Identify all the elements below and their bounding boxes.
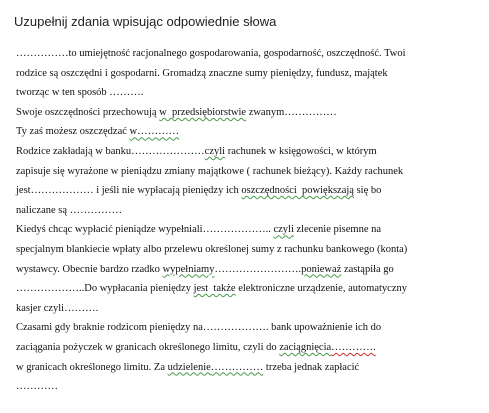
text-segment: ………………..Do wypłacania pieniędzy bbox=[16, 283, 194, 295]
text-line bbox=[16, 67, 388, 80]
underlined-text-segment: czyli bbox=[273, 224, 294, 236]
text-line bbox=[16, 125, 179, 138]
exercise-title: Uzupełnij zdania wpisując odpowiednie słowa bbox=[14, 14, 277, 29]
text-segment: Rodzice zakładają w banku………………… bbox=[16, 146, 205, 157]
text-segment: zastąpiła go bbox=[341, 263, 394, 275]
text-line bbox=[16, 302, 98, 315]
underlined-text-segment: oszczędności powiększają bbox=[241, 185, 354, 197]
text-line bbox=[16, 282, 407, 295]
text-line bbox=[16, 223, 381, 236]
text-segment: rodzice są oszczędni i gospodarni. Gromadzą znaczne sumy pieniędzy, fundusz, majątek bbox=[16, 67, 388, 79]
text-segment: Swoje oszczędności przechowują bbox=[16, 106, 160, 118]
text-segment: ……………to umiejętność racjonalnego gospodarowania, gospodarność, oszczędność. Twoi bbox=[16, 48, 406, 59]
text-segment: ……………………. bbox=[214, 263, 302, 275]
text-line bbox=[16, 106, 337, 119]
text-segment: rachunek w księgowości, w którym bbox=[225, 146, 377, 157]
text-segment: Czasami gdy braknie rodzicom pieniędzy na………………. bank upoważnienie ich do bbox=[16, 322, 382, 334]
text-segment: kasjer czyli………. bbox=[16, 302, 99, 314]
underlined-text-segment: w przedsiębiorstwie bbox=[159, 106, 247, 118]
underlined-text-segment: czyli bbox=[204, 146, 226, 157]
text-line bbox=[16, 86, 143, 99]
text-line bbox=[16, 184, 381, 197]
text-segment: Ty zaś możesz oszczędzać bbox=[16, 126, 130, 138]
text-line bbox=[16, 145, 377, 158]
underlined-text-segment: zaciągnięcia bbox=[279, 342, 332, 353]
text-line bbox=[16, 321, 381, 334]
underlined-text-segment: jest także bbox=[193, 283, 236, 295]
text-line bbox=[16, 243, 407, 256]
text-segment: elektroniczne urządzenie, automatyczny bbox=[235, 283, 407, 295]
underlined-text-segment: ponieważ bbox=[301, 263, 342, 275]
text-segment: w granicach określonego limitu. Za bbox=[16, 361, 168, 373]
text-segment: specjalnym blankiecie wpłaty albo przelewu określonej sumy z rachunku bankowego (konta) bbox=[16, 244, 408, 255]
text-segment: zlecenie pisemne na bbox=[293, 224, 382, 236]
text-line bbox=[16, 263, 394, 276]
underlined-text-segment: …………… bbox=[210, 361, 264, 373]
text-segment: się bo bbox=[353, 185, 382, 197]
text-line bbox=[16, 380, 58, 393]
underlined-text-segment: …………. bbox=[331, 342, 376, 353]
text-segment: tworząc w ten sposób ………. bbox=[16, 87, 144, 99]
text-segment: zapisuje się wyrażone w pieniądzu zmiany majątkowe ( rachunek bieżący). Każdy rachunek bbox=[16, 165, 404, 177]
text-segment: zaciągania pożyczek w granicach określonego limitu, czyli do bbox=[16, 342, 280, 353]
text-segment: trzeba jednak zapłacić bbox=[263, 361, 360, 373]
text-segment: zwanym…………… bbox=[246, 106, 337, 118]
underlined-text-segment: wypełniamy bbox=[162, 263, 215, 275]
text-segment: ………… bbox=[16, 381, 58, 393]
underlined-text-segment: udzielenie bbox=[167, 361, 211, 373]
text-segment: naliczane są …………… bbox=[16, 204, 123, 216]
text-line bbox=[16, 204, 122, 217]
underlined-text-segment: w………… bbox=[129, 126, 180, 138]
text-segment: wystawcy. Obecnie bardzo rzadko bbox=[16, 263, 163, 275]
text-line bbox=[16, 165, 403, 178]
text-line bbox=[16, 361, 359, 374]
text-segment: Kiedyś chcąc wypłacić pieniądze wypełniali……………….. bbox=[16, 224, 274, 236]
text-line bbox=[16, 341, 376, 354]
text-segment: jest……………… i jeśli nie wypłacają pieniędzy ich bbox=[16, 185, 242, 197]
text-line bbox=[16, 47, 406, 60]
